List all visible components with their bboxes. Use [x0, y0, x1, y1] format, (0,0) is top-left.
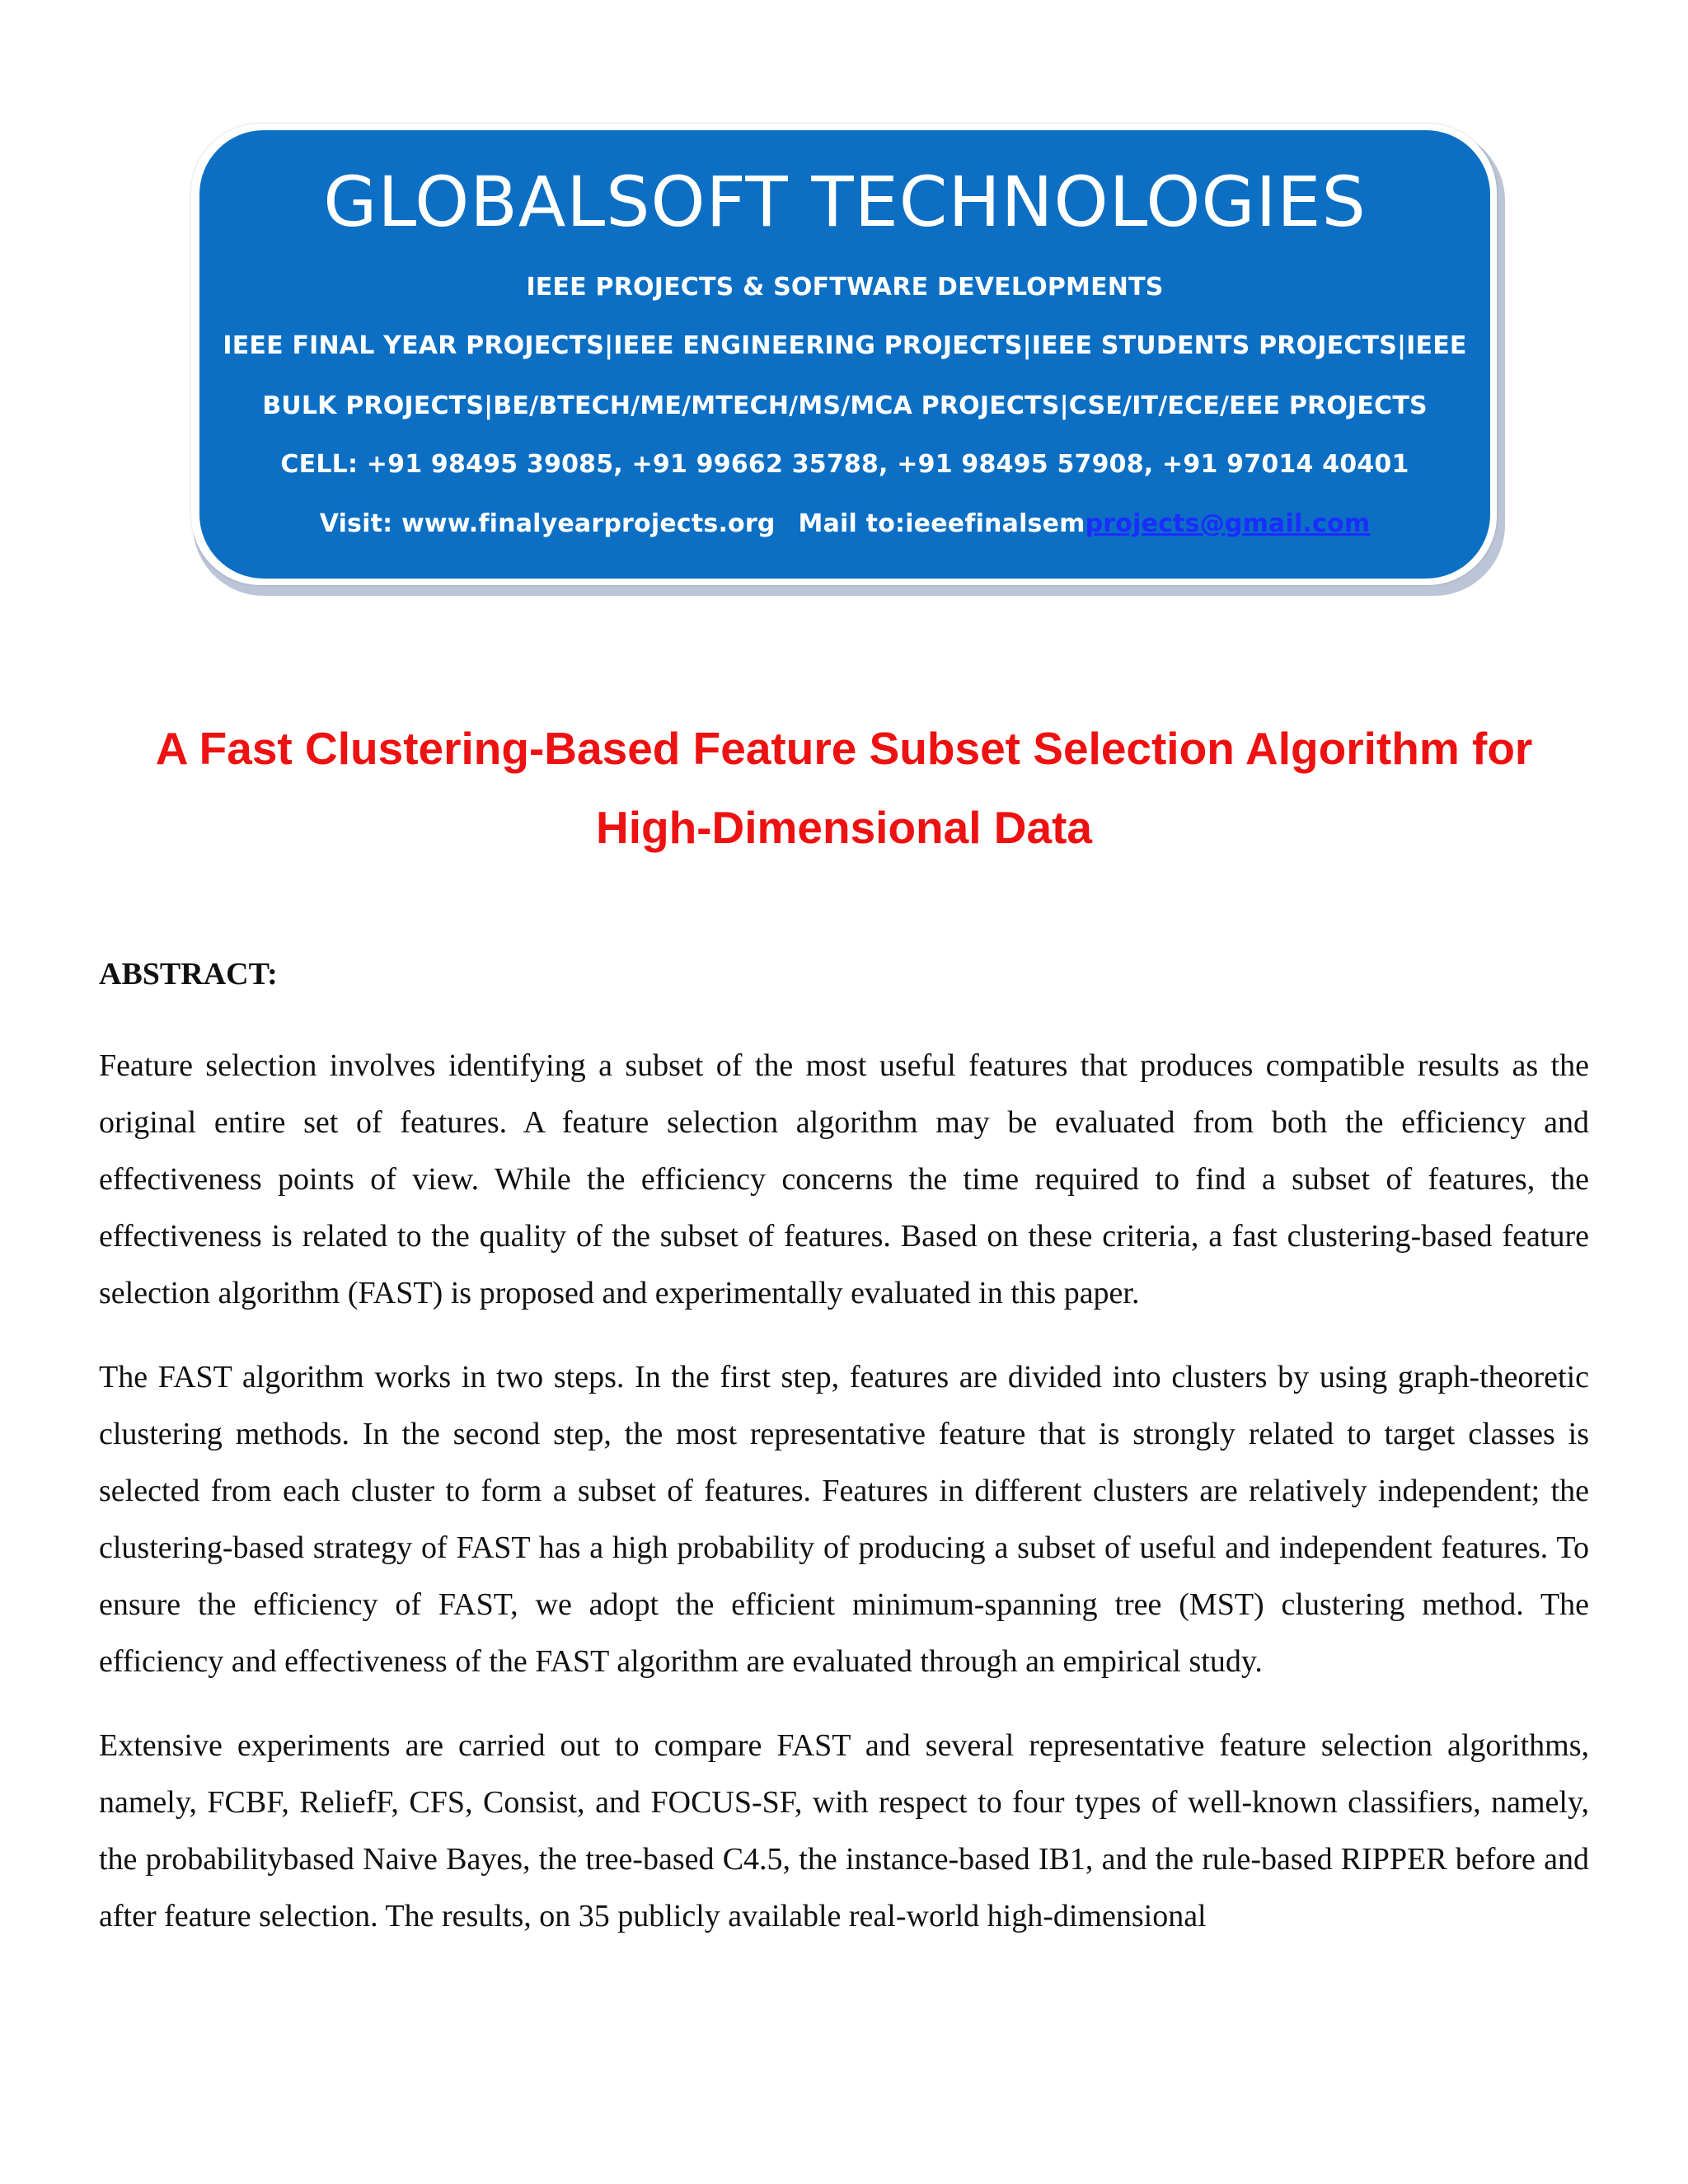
- mail-prefix-text: Mail to:ieeefinalsem: [798, 509, 1085, 538]
- header-banner: [199, 130, 1490, 579]
- banner-phone-numbers: CELL: +91 98495 39085, +91 99662 35788, +91 98495 57908, +91 97014 40401: [280, 450, 1409, 479]
- abstract-heading: ABSTRACT:: [99, 957, 278, 991]
- paper-title-line-2: High-Dimensional Data: [595, 802, 1093, 853]
- paper-title-line-1: A Fast Clustering-Based Feature Subset Selection Algorithm for: [155, 723, 1533, 774]
- paper-title: [91, 709, 1597, 867]
- abstract-paragraph-1: Feature selection involves identifying a subset of the most useful features that produces compatible results as the original entire set of features. A feature selection algorithm may be evaluated from both the efficiency and effectiveness points of view. While the efficiency concerns the time required to find a subset of features, the effectiveness is related to the quality of the subset of features. Based on these criteria, a fast clustering-based feature selection algorithm (FAST) is proposed and experimentally evaluated in this paper.: [99, 1048, 1589, 1310]
- banner-services-line-2: BULK PROJECTS|BE/BTECH/ME/MTECH/MS/MCA PROJECTS|CSE/IT/ECE/EEE PROJECTS: [262, 391, 1428, 420]
- banner-services-line-1: IEEE FINAL YEAR PROJECTS|IEEE ENGINEERING PROJECTS|IEEE STUDENTS PROJECTS|IEEE: [223, 331, 1467, 360]
- website-text: Visit: www.finalyearprojects.org: [319, 509, 776, 538]
- abstract-paragraph-3: Extensive experiments are carried out to compare FAST and several representative feature selection algorithms, namely, FCBF, ReliefF, CFS, Consist, and FOCUS-SF, with respect to four types of well-known classifiers, namely, the probabilitybased Naive Bayes, the tree-based C4.5, the instance-based IB1, and the rule-based RIPPER before and after feature selection. The results, on 35 publicly available real-world high-dimensional: [99, 1728, 1589, 1933]
- email-link[interactable]: projects@gmail.com: [1085, 509, 1371, 538]
- company-name: GLOBALSOFT TECHNOLOGIES: [323, 162, 1367, 242]
- abstract-paragraph-2: The FAST algorithm works in two steps. In the first step, features are divided into clusters by using graph-theoretic clustering methods. In the second step, the most representative feature that is strongly related to target classes is selected from each cluster to form a subset of features. Features in different clusters are relatively independent; the clustering-based strategy of FAST has a high probability of producing a subset of useful and independent features. To ensure the efficiency of FAST, we adopt the efficient minimum-spanning tree (MST) clustering method. The efficiency and effectiveness of the FAST algorithm are evaluated through an empirical study.: [99, 1360, 1589, 1679]
- banner-tagline: IEEE PROJECTS & SOFTWARE DEVELOPMENTS: [526, 273, 1164, 302]
- abstract-body: [99, 1038, 1589, 1972]
- banner-contact-line: [199, 509, 1490, 538]
